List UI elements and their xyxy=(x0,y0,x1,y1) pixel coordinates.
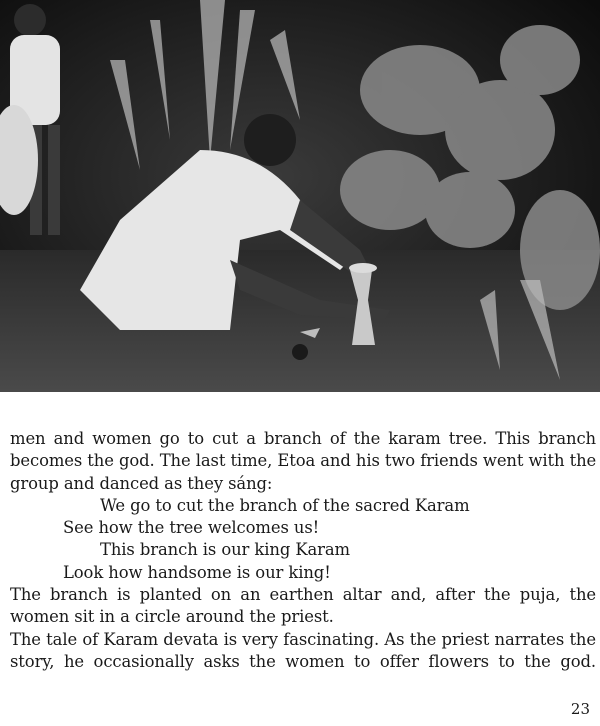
paragraph-line: The branch is planted on an earthen altar and, after the puja, the xyxy=(10,585,596,605)
paragraph-line: group and danced as they sáng: xyxy=(10,473,273,493)
paragraph-line: story, he occasionally asks the women to offer flowers to the god. xyxy=(10,651,596,671)
paragraph-line: men and women go to cut a branch of the karam tree. This branch xyxy=(10,429,596,448)
song-line: Look how handsome is our king! xyxy=(63,562,331,582)
paragraph-line: The tale of Karam devata is very fascinating. As the priest narrates the xyxy=(10,629,596,649)
song-line: See how the tree welcomes us! xyxy=(63,518,320,538)
paragraph-line: becomes the god. The last time, Etoa and his two friends went with the xyxy=(10,451,597,471)
page-number: 23 xyxy=(570,700,590,718)
paragraph-line: women sit in a circle around the priest. xyxy=(10,607,334,627)
song-line: This branch is our king Karam xyxy=(100,540,350,560)
song-line: We go to cut the branch of the sacred Karam xyxy=(100,495,470,515)
body-text xyxy=(10,428,596,673)
